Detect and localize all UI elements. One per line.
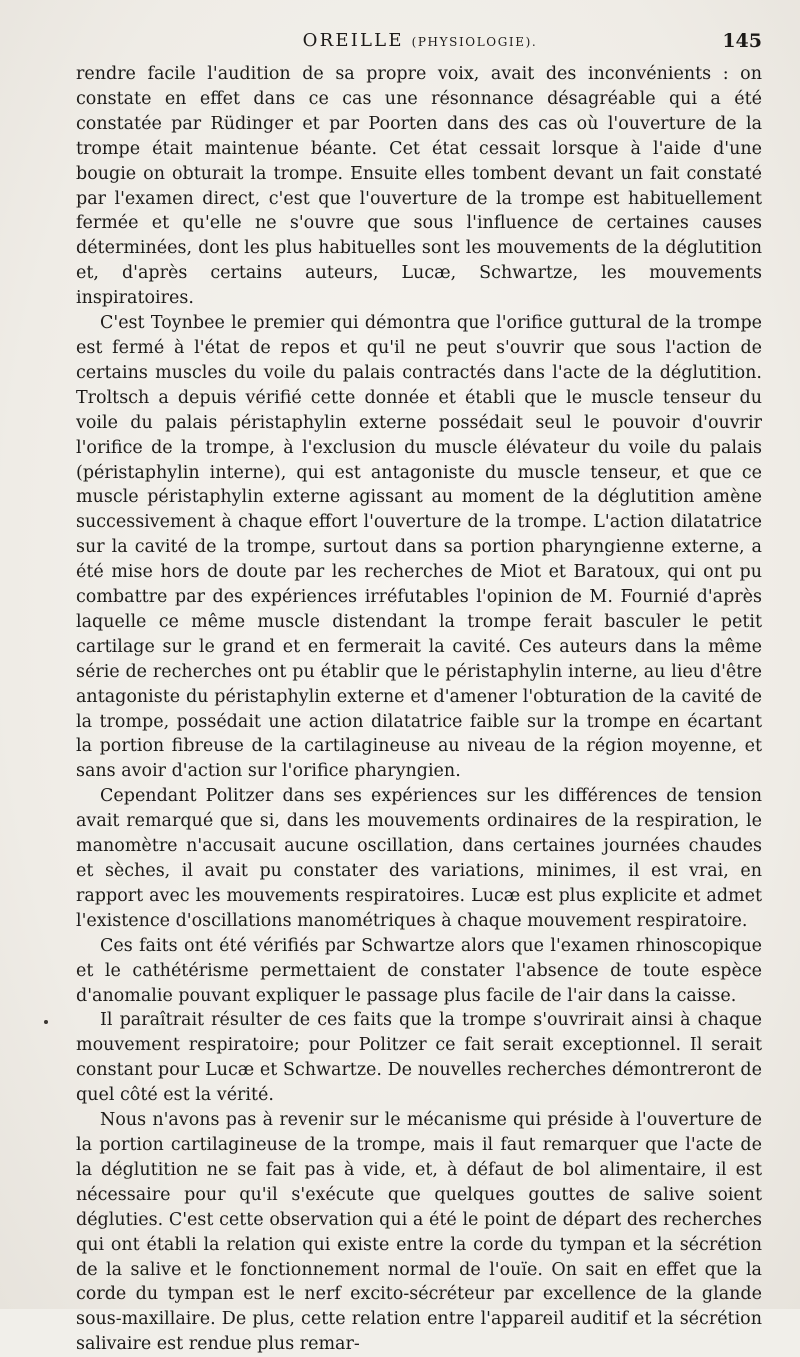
running-head <box>78 30 762 51</box>
paragraph-1: rendre facile l'audition de sa propre voix, avait des inconvénients : on constate en effet dans ce cas une résonnance désagréable qui a été constatée par Rüdinger et par Poorten dans des cas où l'ouverture de la trompe était maintenue béante. Cet état cessait lorsque à l'aide d'une bougie on obturait la trompe. Ensuite elles tombent devant un fait constaté par l'examen direct, c'est que l'ouverture de la trompe est habituellement fermée et qu'elle ne s'ouvre que sous l'influence de certaines causes déterminées, dont les plus habituelles sont les mouvements de la déglutition et, d'après certains auteurs, Lucæ, Schwartze, les mouvements inspiratoires. <box>76 64 762 309</box>
paragraph-2: C'est Toynbee le premier qui démontra que l'orifice guttural de la trompe est fermé à l'état de repos et qu'il ne peut s'ouvrir que sous l'action de certains muscles du voile du palais contractés dans l'acte de la déglutition. Troltsch a depuis vérifié cette donnée et établi que le muscle tenseur du voile du palais péristaphylin externe possédait seul le pouvoir d'ouvrir l'orifice de la trompe, à l'exclusion du muscle élévateur du voile du palais (péristaphylin interne), qui est antagoniste du muscle tenseur, et que ce muscle péristaphylin externe agissant au moment de la déglutition amène successivement à chaque effort l'ouverture de la trompe. L'action dilatatrice sur la cavité de la trompe, surtout dans sa portion pharyngienne externe, a été mise hors de doute par les recherches de Miot et Baratoux, qui ont pu combattre par des expériences irréfutables l'opinion de M. Fournié d'après laquelle ce même muscle distendant la trompe ferait basculer le petit cartilage sur le grand et en fermerait la cavité. Ces auteurs dans la même série de recherches ont pu établir que le péristaphylin interne, au lieu d'être antagoniste du péristaphylin externe et d'amener l'obturation de la cavité de la trompe, possédait une action dilatatrice faible sur la trompe en écartant la portion fibreuse de la cartilagineuse au niveau de la région moyenne, et sans avoir d'action sur l'orifice pharyngien. <box>76 313 762 782</box>
margin-speck <box>44 1020 48 1024</box>
running-head-subtitle: (PHYSIOLOGIE). <box>411 35 538 49</box>
running-head-title: OREILLE <box>302 30 404 51</box>
paragraph-4: Ces faits ont été vérifiés par Schwartze alors que l'examen rhinoscopique et le cathétérisme permettaient de constater l'absence de toute espèce d'anomalie pouvant expliquer le passage plus facile de l'air dans la caisse. <box>76 935 762 1006</box>
paragraph-6: Nous n'avons pas à revenir sur le mécanisme qui préside à l'ouverture de la portion cartilagineuse de la trompe, mais il faut remarquer que l'acte de la déglutition ne se fait pas à vide, et, à défaut de bol alimentaire, il est nécessaire pour qu'il s'exécute que quelques gouttes de salive soient dégluties. C'est cette observation qui a été le point de départ des recherches qui ont établi la relation qui existe entre la corde du tympan et la sécrétion de la salive et le fonctionnement normal de l'ouïe. On sait en effet que la corde du tympan est le nerf excito-sécréteur par excellence de la glande sous-maxillaire. De plus, cette relation entre l'appareil auditif et la sécrétion salivaire est rendue plus remar- <box>76 1110 762 1355</box>
paragraph-3: Cependant Politzer dans ses expériences sur les différences de tension avait remarqué que si, dans les mouvements ordinaires de la respiration, le manomètre n'accusait aucune oscillation, dans certaines journées chaudes et sèches, il avait pu constater des variations, minimes, il est vrai, en rapport avec les mouvements respiratoires. Lucæ est plus explicite et admet l'existence d'oscillations manométriques à chaque mouvement respiratoire. <box>76 786 762 931</box>
page-number: 145 <box>722 30 762 52</box>
paragraph-5: Il paraîtrait résulter de ces faits que la trompe s'ouvrirait ainsi à chaque mouvement respiratoire; pour Politzer ce fait serait exceptionnel. Il serait constant pour Lucæ et Schwartze. De nouvelles recherches démontreront de quel côté est la vérité. <box>76 1010 762 1106</box>
page-header <box>78 30 762 58</box>
body-text <box>76 62 762 1357</box>
